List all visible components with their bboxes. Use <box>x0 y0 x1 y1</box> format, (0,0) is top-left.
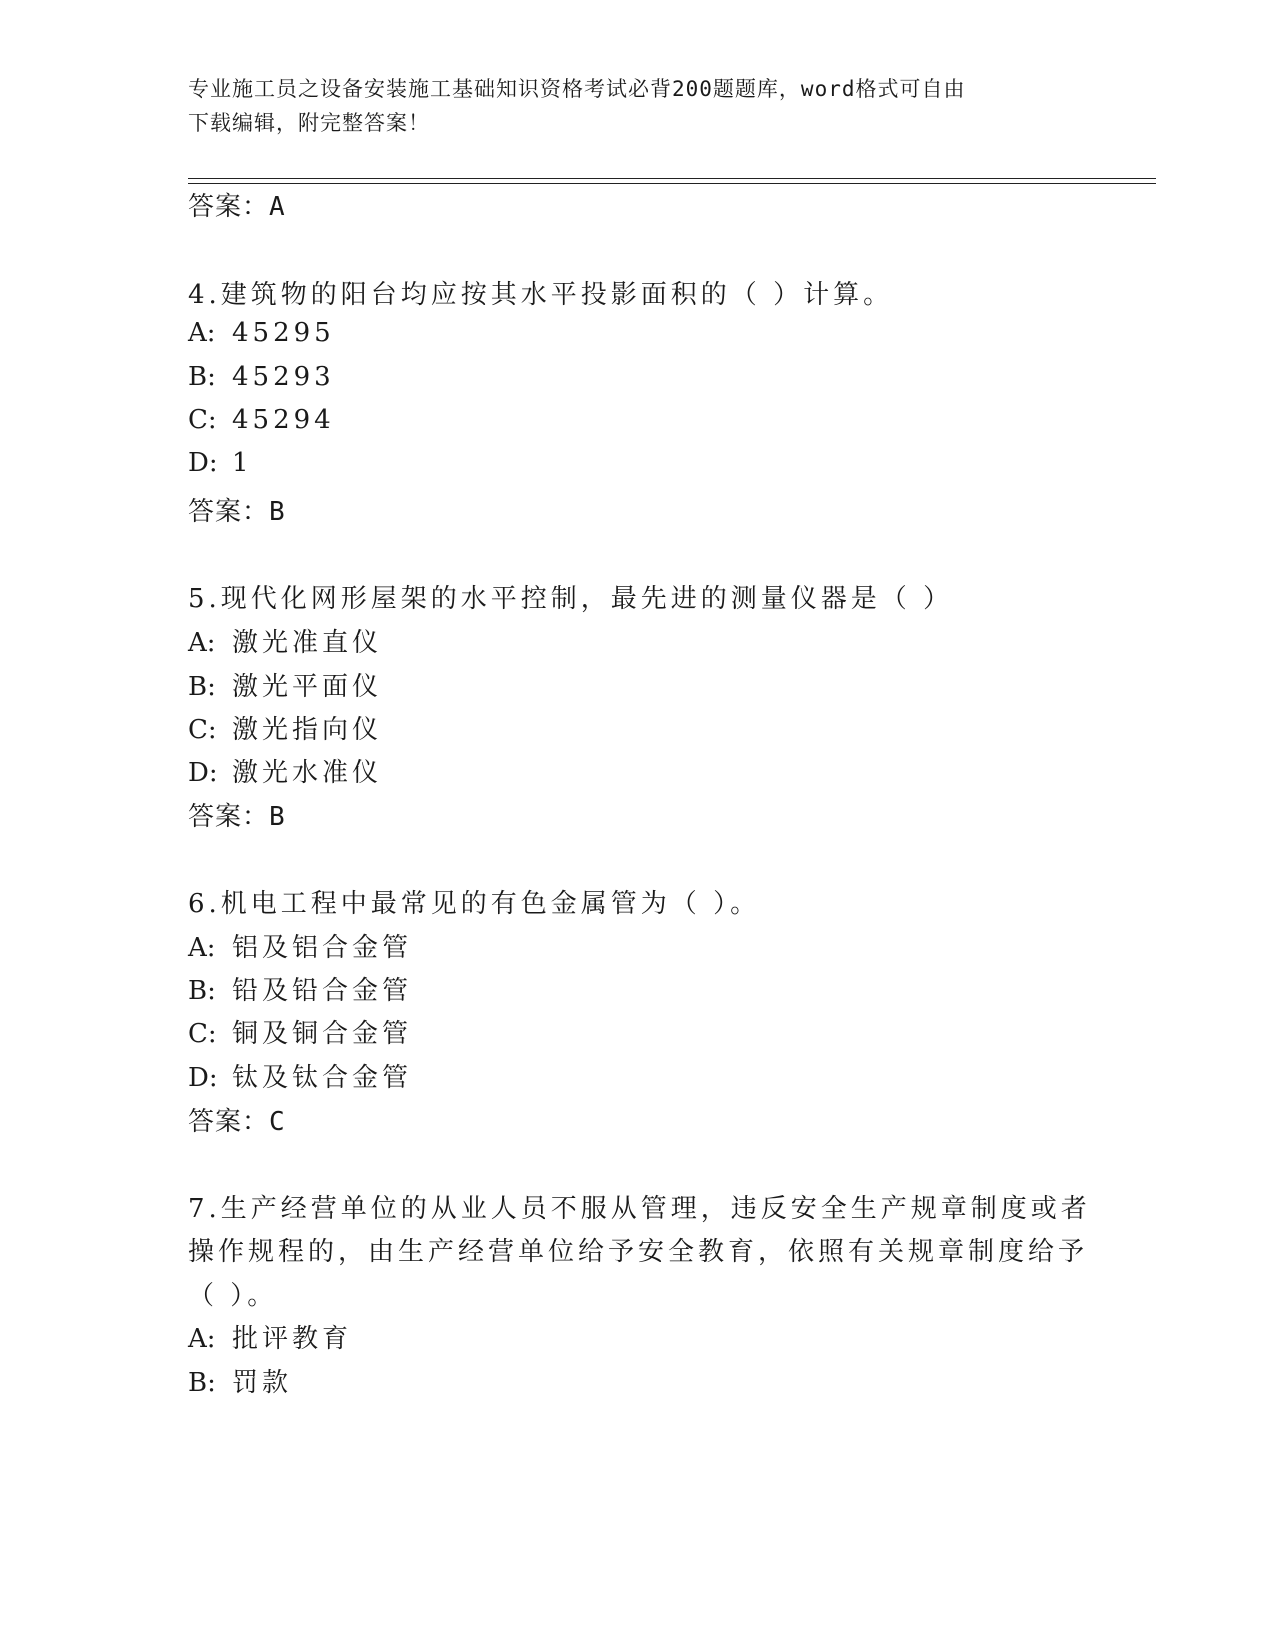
option-line <box>188 709 382 746</box>
question-stem-line: 7.生产经营单位的从业人员不服从管理，违反安全生产规章制度或者 <box>188 1194 1091 1224</box>
option-text: 批评教育 <box>232 1324 353 1354</box>
option-text: 激光指向仪 <box>232 715 383 745</box>
option-label: A: <box>188 1324 216 1354</box>
question-stem-line: 操作规程的，由生产经营单位给予安全教育，依照有关规章制度给予 <box>188 1237 1089 1267</box>
option-line <box>188 1362 292 1399</box>
question-stem: 4.建筑物的阳台均应按其水平投影面积的（ ）计算。 <box>188 280 894 310</box>
option-label: C: <box>188 405 217 435</box>
option-text: 铜及铜合金管 <box>232 1019 413 1049</box>
answer-line: 答案：C <box>188 1107 286 1137</box>
option-line <box>188 666 382 703</box>
answer-line: 答案：B <box>188 802 286 832</box>
option-label: C: <box>188 715 217 745</box>
answer-line: 答案：B <box>188 497 286 527</box>
header-line-2: 下载编辑，附完整答案！ <box>188 111 430 135</box>
option-line <box>188 1318 352 1355</box>
question-stem-line: （ ）。 <box>188 1281 278 1311</box>
option-label: C: <box>188 1019 217 1049</box>
option-line <box>188 448 253 478</box>
option-line <box>188 405 335 435</box>
answer-line: 答案：A <box>188 192 286 222</box>
option-label: B: <box>188 976 216 1006</box>
option-label: D: <box>188 758 218 788</box>
option-text: 激光准直仪 <box>232 628 383 658</box>
option-text: 45293 <box>232 362 335 392</box>
option-text: 铝及铝合金管 <box>232 933 413 963</box>
header-line-1: 专业施工员之设备安装施工基础知识资格考试必背200题题库，word格式可自由 <box>188 77 966 101</box>
option-line <box>188 362 335 392</box>
option-line <box>188 970 412 1007</box>
option-label: A: <box>188 318 216 348</box>
option-text: 1 <box>232 448 253 478</box>
option-line <box>188 622 382 659</box>
option-line <box>188 752 382 789</box>
option-label: B: <box>188 362 216 392</box>
option-label: B: <box>188 1368 216 1398</box>
option-text: 激光平面仪 <box>232 672 383 702</box>
option-text: 铅及铅合金管 <box>232 976 413 1006</box>
option-text: 45295 <box>232 318 335 348</box>
question-stem: 5.现代化网形屋架的水平控制，最先进的测量仪器是（ ） <box>188 584 954 614</box>
question-stem: 6.机电工程中最常见的有色金属管为（ ）。 <box>188 889 761 919</box>
option-label: B: <box>188 672 216 702</box>
option-label: D: <box>188 448 218 478</box>
option-label: A: <box>188 628 216 658</box>
header-rule-bottom <box>188 183 1156 184</box>
document-header <box>188 72 1068 140</box>
option-line <box>188 927 412 964</box>
option-text: 钛及钛合金管 <box>232 1063 413 1093</box>
header-rule-top <box>188 178 1156 179</box>
option-label: A: <box>188 933 216 963</box>
option-line <box>188 1057 412 1094</box>
option-text: 激光水准仪 <box>232 758 383 788</box>
option-label: D: <box>188 1063 218 1093</box>
option-text: 45294 <box>232 405 335 435</box>
option-line <box>188 1013 412 1050</box>
option-text: 罚款 <box>232 1368 293 1398</box>
option-line <box>188 318 335 348</box>
